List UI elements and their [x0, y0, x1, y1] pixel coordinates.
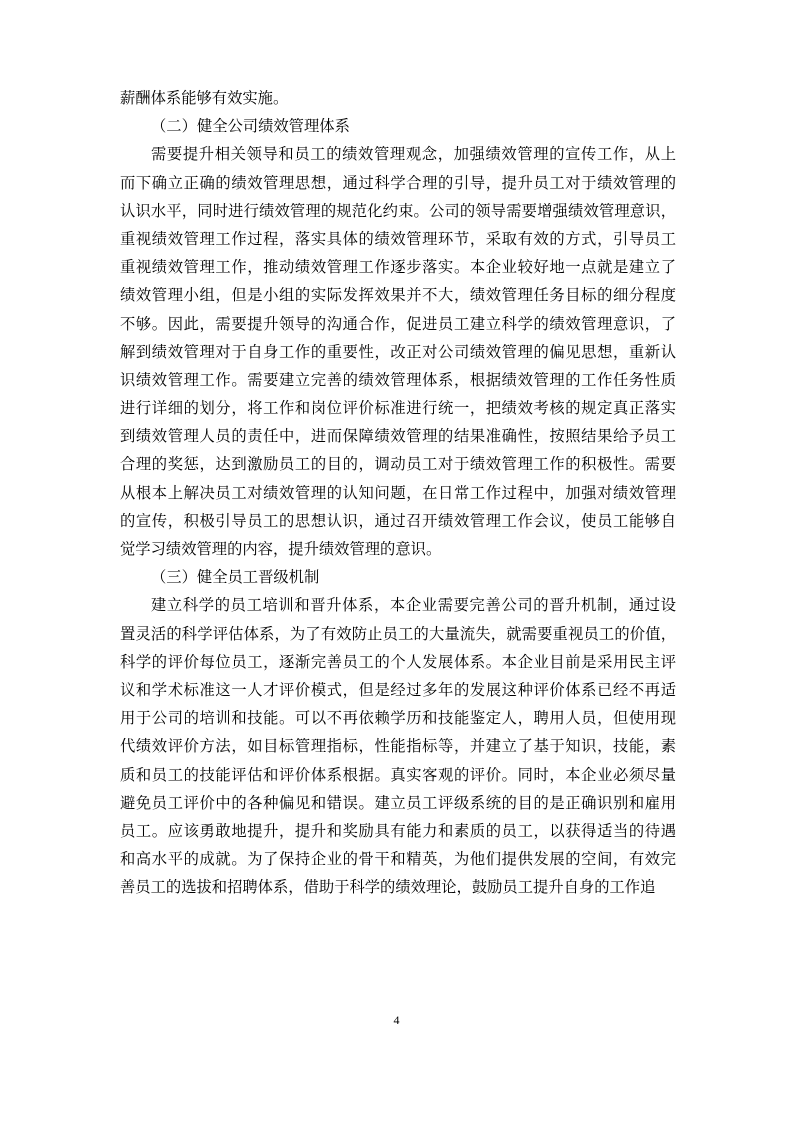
paragraph-line: 员工。应该勇敢地提升，提升和奖励具有能力和素质的员工，以获得适当的待遇 [120, 821, 676, 840]
paragraph-line: 合理的奖惩，达到激励员工的目的，调动员工对于绩效管理工作的积极性。需要 [120, 455, 676, 474]
section-heading: （二）健全公司绩效管理体系 [151, 117, 350, 136]
paragraph-line: 进行详细的划分，将工作和岗位评价标准进行统一，把绩效考核的规定真正落实 [120, 399, 676, 418]
paragraph-line: 议和学术标准这一人才评价模式，但是经过多年的发展这种评价体系已经不再适 [120, 680, 676, 699]
paragraph-line: 不够。因此，需要提升领导的沟通合作，促进员工建立科学的绩效管理意识，了 [120, 314, 676, 333]
paragraph-line: 而下确立正确的绩效管理思想，通过科学合理的引导，提升员工对于绩效管理的 [120, 173, 676, 192]
paragraph-line: 用于公司的培训和技能。可以不再依赖学历和技能鉴定人，聘用人员，但使用现 [120, 709, 676, 728]
paragraph-line: 觉学习绩效管理的内容，提升绩效管理的意识。 [120, 540, 442, 558]
paragraph-line: 认识水平，同时进行绩效管理的规范化约束。公司的领导需要增强绩效管理意识， [120, 201, 676, 220]
paragraph-line: 重视绩效管理工作过程，落实具体的绩效管理环节，采取有效的方式，引导员工 [120, 229, 676, 248]
paragraph-line: 识绩效管理工作。需要建立完善的绩效管理体系，根据绩效管理的工作任务性质 [120, 370, 676, 389]
paragraph-line: 善员工的选拔和招聘体系，借助于科学的绩效理论，鼓励员工提升自身的工作追 [120, 878, 656, 897]
paragraph-line: 从根本上解决员工对绩效管理的认知问题，在日常工作过程中，加强对绩效管理 [120, 483, 676, 502]
paragraph-line: 置灵活的科学评估体系，为了有效防止员工的大量流失，就需要重视员工的价值， [120, 624, 676, 643]
paragraph-line: 科学的评价每位员工，逐渐完善员工的个人发展体系。本企业目前是采用民主评 [120, 652, 676, 671]
paragraph-line: 的宣传，积极引导员工的思想认识，通过召开绩效管理工作会议，使员工能够自 [120, 511, 676, 530]
paragraph-line: 解到绩效管理对于自身工作的重要性，改正对公司绩效管理的偏见思想，重新认 [120, 342, 676, 361]
paragraph-line: 到绩效管理人员的责任中，进而保障绩效管理的结果准确性，按照结果给予员工 [120, 427, 676, 446]
page-number: 4 [393, 1013, 400, 1027]
paragraph-line: 质和员工的技能评估和评价体系根据。真实客观的评价。同时，本企业必须尽量 [120, 765, 676, 784]
paragraph-line: 需要提升相关领导和员工的绩效管理观念，加强绩效管理的宣传工作，从上 [151, 145, 676, 164]
paragraph-line: 代绩效评价方法，如目标管理指标，性能指标等，并建立了基于知识，技能，素 [120, 737, 676, 756]
paragraph-line: 建立科学的员工培训和晋升体系，本企业需要完善公司的晋升机制，通过设 [151, 596, 676, 615]
section-heading: （三）健全员工晋级机制 [151, 568, 320, 587]
paragraph-line: 重视绩效管理工作，推动绩效管理工作逐步落实。本企业较好地一点就是建立了 [120, 258, 676, 277]
paragraph-line: 绩效管理小组，但是小组的实际发挥效果并不大，绩效管理任务目标的细分程度 [120, 286, 676, 305]
document-body [120, 84, 676, 901]
paragraph-line: 和高水平的成就。为了保持企业的骨干和精英，为他们提供发展的空间，有效完 [120, 850, 676, 869]
paragraph-line: 避免员工评价中的各种偏见和错误。建立员工评级系统的目的是正确识别和雇用 [120, 793, 676, 812]
paragraph-line: 薪酬体系能够有效实施。 [120, 89, 289, 107]
